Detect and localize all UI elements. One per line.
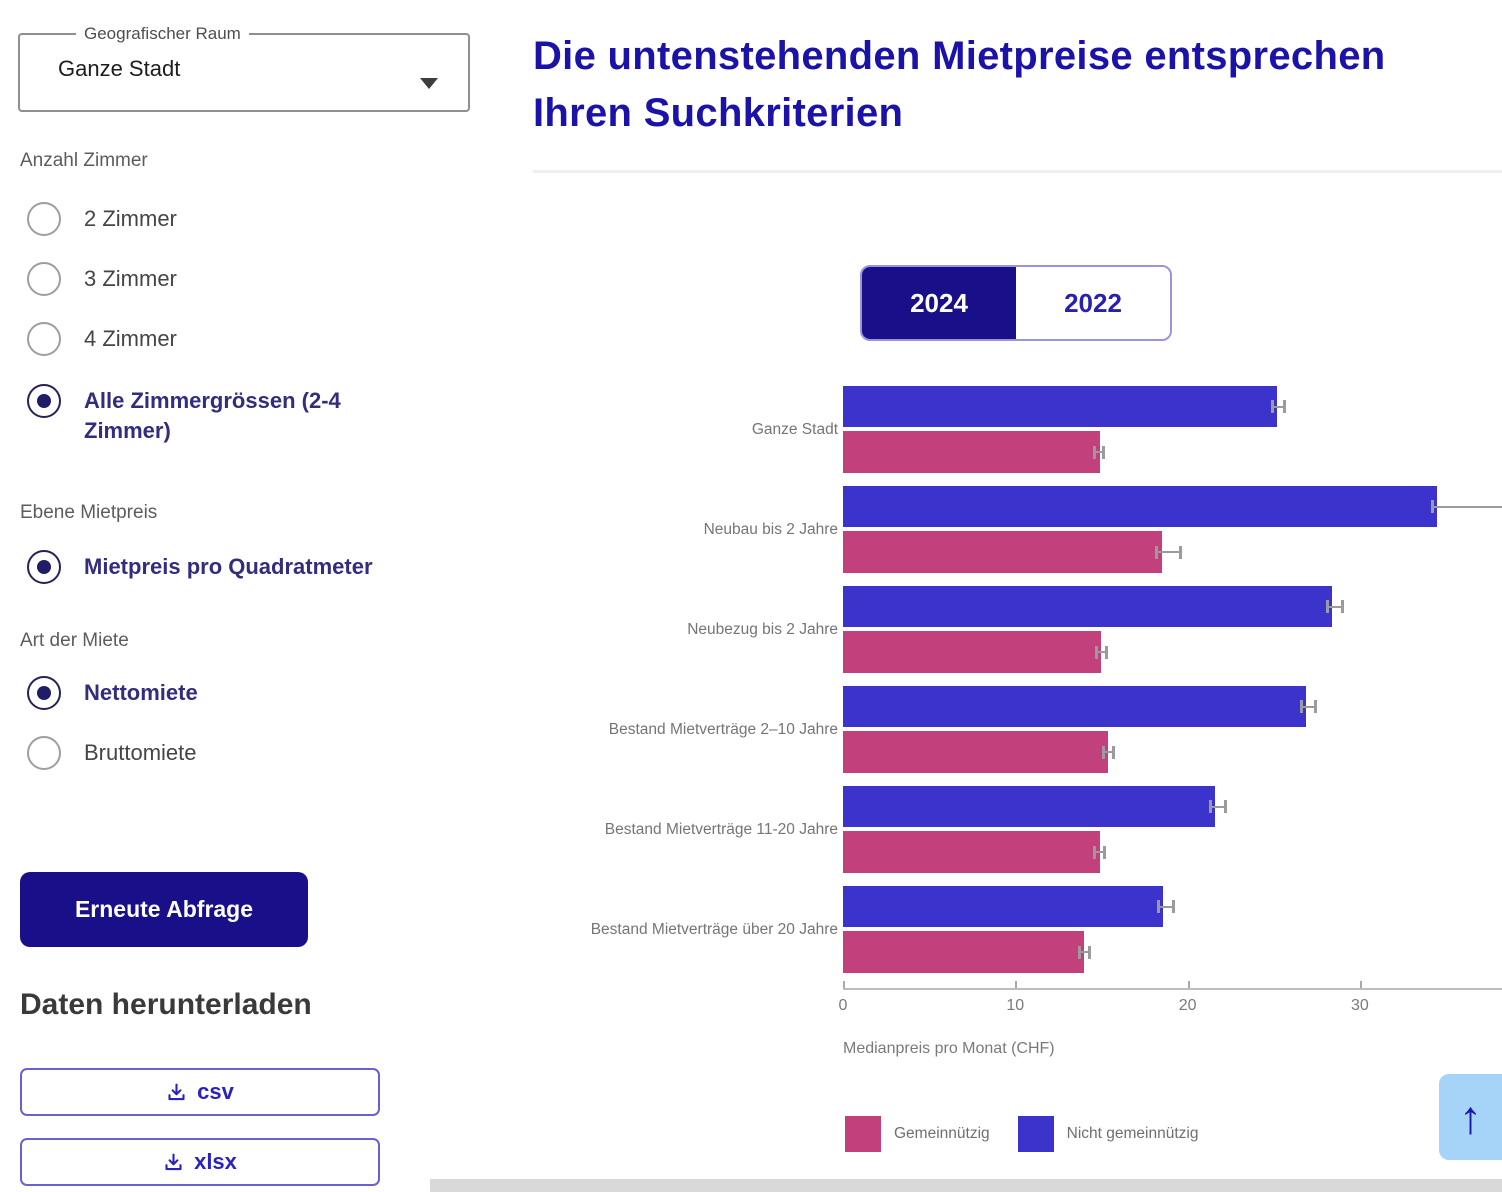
- radio-price-level-1[interactable]: [27, 550, 373, 584]
- error-bar-cap: [1103, 846, 1106, 859]
- x-axis-line: [843, 988, 1502, 990]
- radio-rooms-3[interactable]: [27, 322, 177, 356]
- chevron-down-icon: [420, 78, 438, 89]
- radio-rooms-label: Alle Zimmergrössen (2-4 Zimmer): [84, 388, 341, 443]
- error-bar-cap: [1314, 700, 1317, 713]
- error-bar: [1157, 551, 1181, 553]
- geo-select-label: Geografischer Raum: [84, 24, 241, 43]
- category-label: Neubau bis 2 Jahre: [703, 521, 838, 538]
- up-arrow-icon: ↑: [1459, 1091, 1482, 1143]
- radio-icon[interactable]: [27, 736, 61, 770]
- radio-rooms-label: 3 Zimmer: [84, 266, 177, 291]
- error-bar-cap: [1209, 800, 1212, 813]
- legend-label: Nicht gemeinnützig: [1066, 1125, 1199, 1142]
- year-toggle-2024[interactable]: 2024: [862, 267, 1016, 339]
- x-axis-tick-label: 20: [1178, 997, 1197, 1014]
- error-bar-cap: [1283, 400, 1286, 413]
- radio-icon[interactable]: [27, 262, 61, 296]
- radio-rooms-label: 4 Zimmer: [84, 326, 177, 351]
- radio-price-level-label: Mietpreis pro Quadratmeter: [84, 554, 373, 579]
- error-bar-cap: [1155, 546, 1158, 559]
- error-bar-cap: [1431, 500, 1434, 513]
- x-axis-tick: [1015, 981, 1017, 988]
- error-bar-cap: [1157, 900, 1160, 913]
- legend-item: [1018, 1116, 1199, 1152]
- error-bar-cap: [1102, 746, 1105, 759]
- download-csv-button[interactable]: [20, 1068, 380, 1116]
- bar-nicht-gemeinnuetzig: [843, 886, 1163, 927]
- radio-icon[interactable]: [27, 202, 61, 236]
- error-bar-cap: [1271, 400, 1274, 413]
- year-toggle: [860, 265, 1172, 341]
- download-icon: [163, 1152, 184, 1173]
- download-button-label: csv: [197, 1079, 234, 1104]
- bar-gemeinnuetzig: [843, 931, 1084, 973]
- radio-icon[interactable]: [27, 322, 61, 356]
- rent-type-section-label: Art der Miete: [20, 630, 129, 651]
- bar-nicht-gemeinnuetzig: [843, 586, 1332, 627]
- radio-rooms-1[interactable]: [27, 202, 177, 236]
- bar-gemeinnuetzig: [843, 831, 1100, 873]
- chart-panel: [500, 0, 1502, 1192]
- x-axis-tick-label: 0: [838, 997, 848, 1014]
- radio-icon[interactable]: [27, 550, 61, 584]
- error-bar-cap: [1093, 446, 1096, 459]
- bar-gemeinnuetzig: [843, 731, 1108, 773]
- bar-nicht-gemeinnuetzig: [843, 386, 1277, 427]
- radio-rent-type-2[interactable]: [27, 736, 197, 770]
- category-label: Bestand Mietverträge über 20 Jahre: [590, 921, 838, 938]
- x-axis-tick-label: 30: [1350, 997, 1369, 1014]
- geo-select-value: Ganze Stadt: [58, 56, 181, 81]
- legend-swatch: [845, 1116, 881, 1152]
- error-bar-cap: [1326, 600, 1329, 613]
- category-label: Neubezug bis 2 Jahre: [687, 621, 838, 638]
- legend-item: [845, 1116, 990, 1152]
- bar-nicht-gemeinnuetzig: [843, 686, 1306, 727]
- error-bar-cap: [1172, 900, 1175, 913]
- rent-price-chart: [533, 375, 1502, 1185]
- geo-select[interactable]: [18, 24, 470, 112]
- year-toggle-2022[interactable]: 2022: [1016, 267, 1170, 339]
- radio-rooms-2[interactable]: [27, 262, 177, 296]
- x-axis-tick: [1360, 981, 1362, 988]
- x-axis-tick: [1188, 981, 1190, 988]
- error-bar-cap: [1112, 746, 1115, 759]
- radio-rent-type-1[interactable]: [27, 676, 198, 710]
- radio-rooms-label: 2 Zimmer: [84, 206, 177, 231]
- rooms-section-label: Anzahl Zimmer: [20, 150, 148, 171]
- error-bar-cap: [1105, 646, 1108, 659]
- download-icon: [166, 1082, 187, 1103]
- requery-button[interactable]: Erneute Abfrage: [20, 872, 308, 947]
- radio-rent-type-label: Bruttomiete: [84, 740, 197, 765]
- bar-nicht-gemeinnuetzig: [843, 786, 1215, 827]
- download-xlsx-button[interactable]: [20, 1138, 380, 1186]
- error-bar: [1432, 506, 1502, 508]
- error-bar-cap: [1300, 700, 1303, 713]
- radio-rooms-4[interactable]: [27, 384, 424, 446]
- bar-gemeinnuetzig: [843, 431, 1100, 473]
- error-bar-cap: [1095, 646, 1098, 659]
- error-bar-cap: [1341, 600, 1344, 613]
- category-label: Ganze Stadt: [751, 421, 838, 438]
- filter-sidebar: [0, 0, 500, 1192]
- footer-strip: [430, 1179, 1502, 1192]
- x-axis-tick-label: 10: [1006, 997, 1025, 1014]
- error-bar-cap: [1078, 946, 1081, 959]
- radio-icon[interactable]: [27, 384, 61, 418]
- download-button-label: xlsx: [194, 1149, 237, 1174]
- error-bar-cap: [1093, 846, 1096, 859]
- bar-nicht-gemeinnuetzig: [843, 486, 1437, 527]
- page-title: Die untenstehenden Mietpreise entsprechen Ihren Suchkriterien: [533, 34, 1386, 135]
- radio-rent-type-label: Nettomiete: [84, 680, 198, 705]
- x-axis-tick: [843, 981, 845, 988]
- error-bar-cap: [1102, 446, 1105, 459]
- bar-gemeinnuetzig: [843, 531, 1162, 573]
- divider: [533, 170, 1502, 173]
- error-bar-cap: [1224, 800, 1227, 813]
- error-bar-cap: [1179, 546, 1182, 559]
- scroll-top-button[interactable]: [1439, 1074, 1502, 1160]
- category-label: Bestand Mietverträge 11-20 Jahre: [604, 821, 838, 838]
- bar-gemeinnuetzig: [843, 631, 1101, 673]
- category-label: Bestand Mietverträge 2–10 Jahre: [608, 721, 838, 738]
- download-heading: Daten herunterladen: [20, 988, 312, 1021]
- legend-label: Gemeinnützig: [894, 1125, 990, 1142]
- error-bar-cap: [1088, 946, 1091, 959]
- radio-icon[interactable]: [27, 676, 61, 710]
- x-axis-title: Medianpreis pro Monat (CHF): [843, 1040, 1055, 1057]
- chart-legend: [845, 1116, 1198, 1152]
- legend-swatch: [1018, 1116, 1054, 1152]
- price-level-section-label: Ebene Mietpreis: [20, 502, 158, 523]
